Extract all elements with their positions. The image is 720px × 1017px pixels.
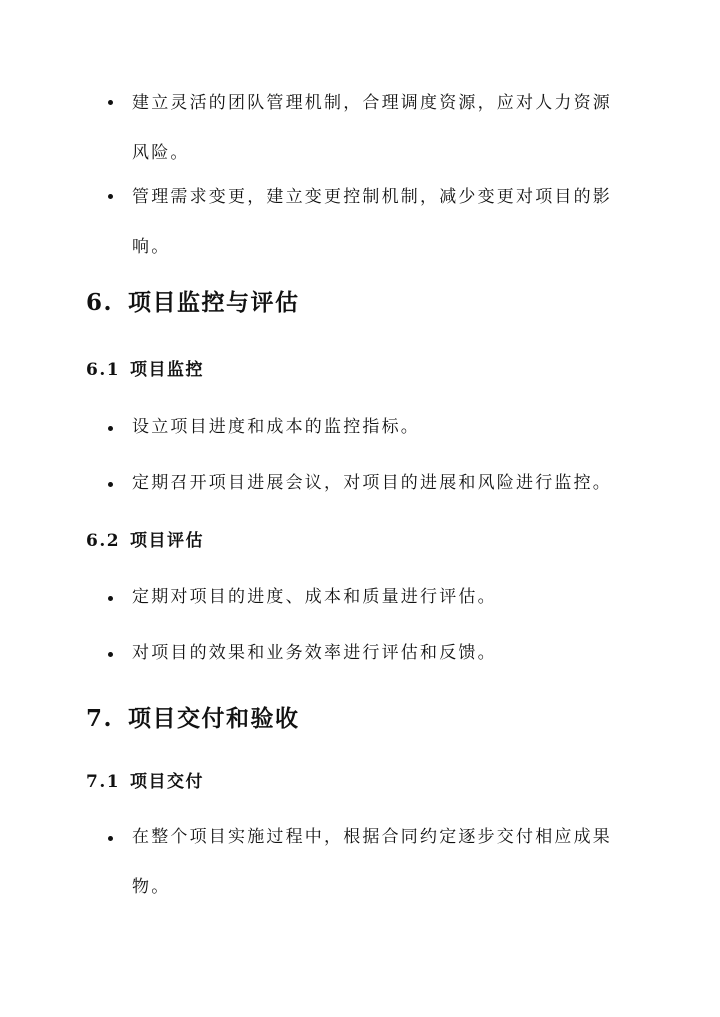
bullet-dot (108, 836, 113, 841)
section-heading (86, 284, 300, 317)
list-item-text: 定期召开项目进展会议，对项目的进展和风险进行监控。 (132, 473, 612, 493)
subsection-number: 7.1 (86, 772, 121, 792)
bullet-dot (108, 100, 113, 105)
list-item-text: 对项目的效果和业务效率进行评估和反馈。 (132, 643, 497, 663)
bullet-dot (108, 194, 113, 199)
list-item-text: 设立项目进度和成本的监控指标。 (132, 417, 420, 437)
subsection-title: 项目评估 (130, 531, 204, 551)
subsection-heading (86, 767, 204, 792)
section-number: 7. (86, 705, 114, 732)
bullet-dot (108, 426, 113, 431)
list-item-text: 定期对项目的进度、成本和质量进行评估。 (132, 587, 497, 607)
list-item-text: 管理需求变更，建立变更控制机制，减少变更对项目的影响。 (132, 187, 612, 257)
bullet-dot (108, 596, 113, 601)
section-title: 项目监控与评估 (128, 289, 300, 316)
section-title: 项目交付和验收 (128, 705, 300, 732)
subsection-title: 项目监控 (130, 360, 204, 380)
subsection-title: 项目交付 (130, 772, 204, 792)
bullet-dot (108, 482, 113, 487)
subsection-heading (86, 526, 204, 551)
section-heading (86, 700, 300, 733)
subsection-heading (86, 355, 204, 380)
subsection-number: 6.2 (86, 531, 121, 551)
list-item-text: 建立灵活的团队管理机制，合理调度资源，应对人力资源风险。 (132, 93, 612, 163)
list-item-text: 在整个项目实施过程中，根据合同约定逐步交付相应成果物。 (132, 827, 612, 897)
section-number: 6. (86, 289, 114, 316)
subsection-number: 6.1 (86, 360, 121, 380)
bullet-dot (108, 652, 113, 657)
